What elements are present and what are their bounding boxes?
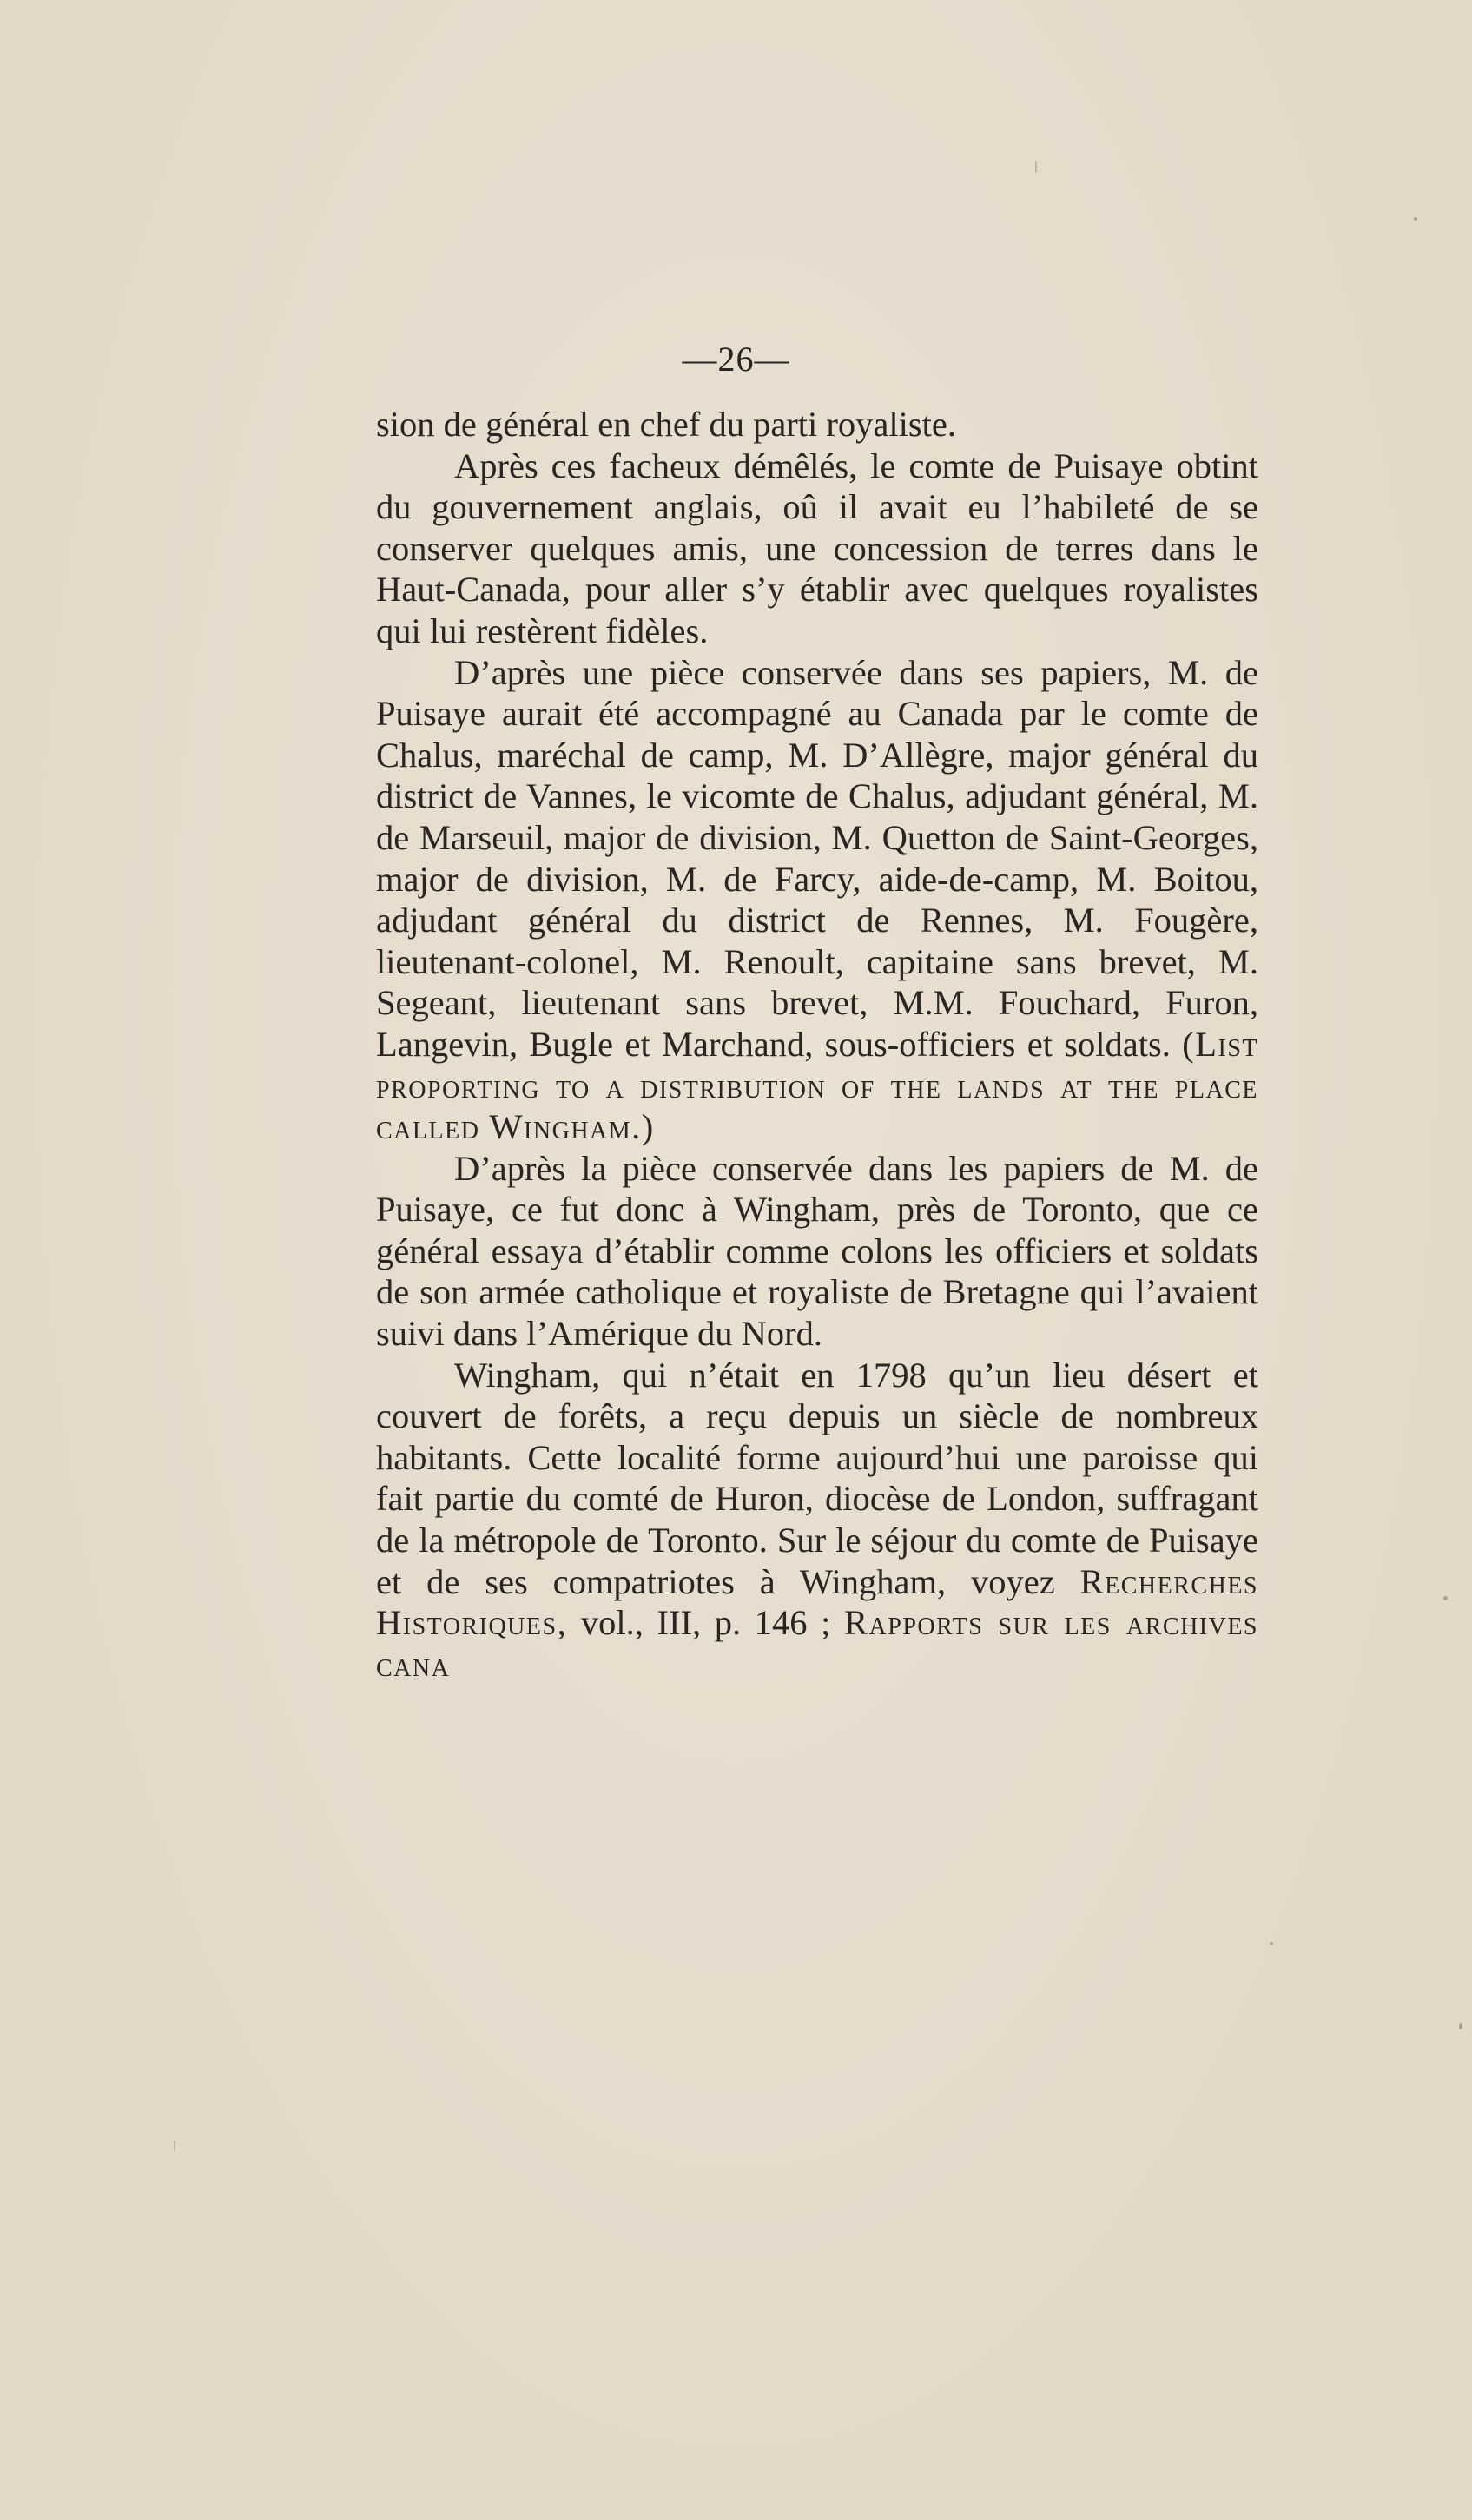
small-caps-text: Rapports sur les archives cana <box>376 1603 1259 1684</box>
text-run: sion de général en chef du parti royaliste. <box>376 405 956 444</box>
paper-speck <box>1443 1596 1448 1600</box>
paragraph <box>376 445 1258 652</box>
text-run: D’après une pièce conservée dans ses papiers, M. de Puisaye aurait été accompagné au Canada par le comte de Chalus, maréchal de camp, M. D’Allègre, major général du district de Vannes, le vicomte de Chalus, adjudant général, M. de Marseuil, major de division, M. Quetton de Saint-Georges, major de division, M. de Farcy, aide-de-camp, M. Boitou, adjudant général du district de Rennes, M. Fougère, lieutenant-colonel, M. Renoult, capitaine sans brevet, M. Segeant, lieutenant sans brevet, M.M. Fouchard, Furon, Langevin, Bugle et Marchand, sous-officiers et soldats. <box>376 652 1258 1064</box>
text-run: Après ces facheux démêlés, le comte de Puisaye obtint du gouvernement anglais, oû il avait eu l’habileté de se conserver quelques amis, une concession de terres dans le Haut-Canada, pour aller s’y établir avec quelques royalistes qui lui restèrent fidèles. <box>376 445 1258 650</box>
paper-speck <box>174 2141 175 2151</box>
paragraph <box>376 1355 1258 1685</box>
text-run: vol., III, p. 146 ; <box>567 1603 845 1643</box>
paper-speck <box>1459 2023 1462 2029</box>
body-text <box>376 404 1258 1685</box>
paragraph <box>376 404 1258 445</box>
paper-speck <box>1035 161 1037 173</box>
text-run: D’après la pièce conservée dans les papiers de M. de Puisaye, ce fut donc à Wingham, près de Toronto, que ce général essaya d’établir comme colons les officiers et soldats de son armée catholique et royaliste de Bretagne qui l’avaient suivi dans l’Amérique du Nord. <box>376 1148 1258 1354</box>
paragraph <box>376 1148 1258 1355</box>
paper-speck <box>1270 1942 1273 1945</box>
paragraph <box>376 652 1258 1148</box>
text-run: Wingham, qui n’était en 1798 qu’un lieu désert et couvert de forêts, a reçu depuis un siècle de nombreux habitants. Cette localité forme aujourd’hui une paroisse qui fait partie du comté de Huron, diocèse de London, suffragant de la métropole de Toronto. Sur le séjour du comte de Puisaye et de ses compatriotes à Wingham, voyez <box>376 1355 1258 1601</box>
small-caps-text: Recherches Historiques, <box>376 1561 1258 1643</box>
paper-speck <box>1414 217 1417 221</box>
page-number: —26— <box>682 340 790 379</box>
small-caps-text: (List proporting to a distribution of the lands at the place called Wingham.) <box>376 1024 1258 1147</box>
